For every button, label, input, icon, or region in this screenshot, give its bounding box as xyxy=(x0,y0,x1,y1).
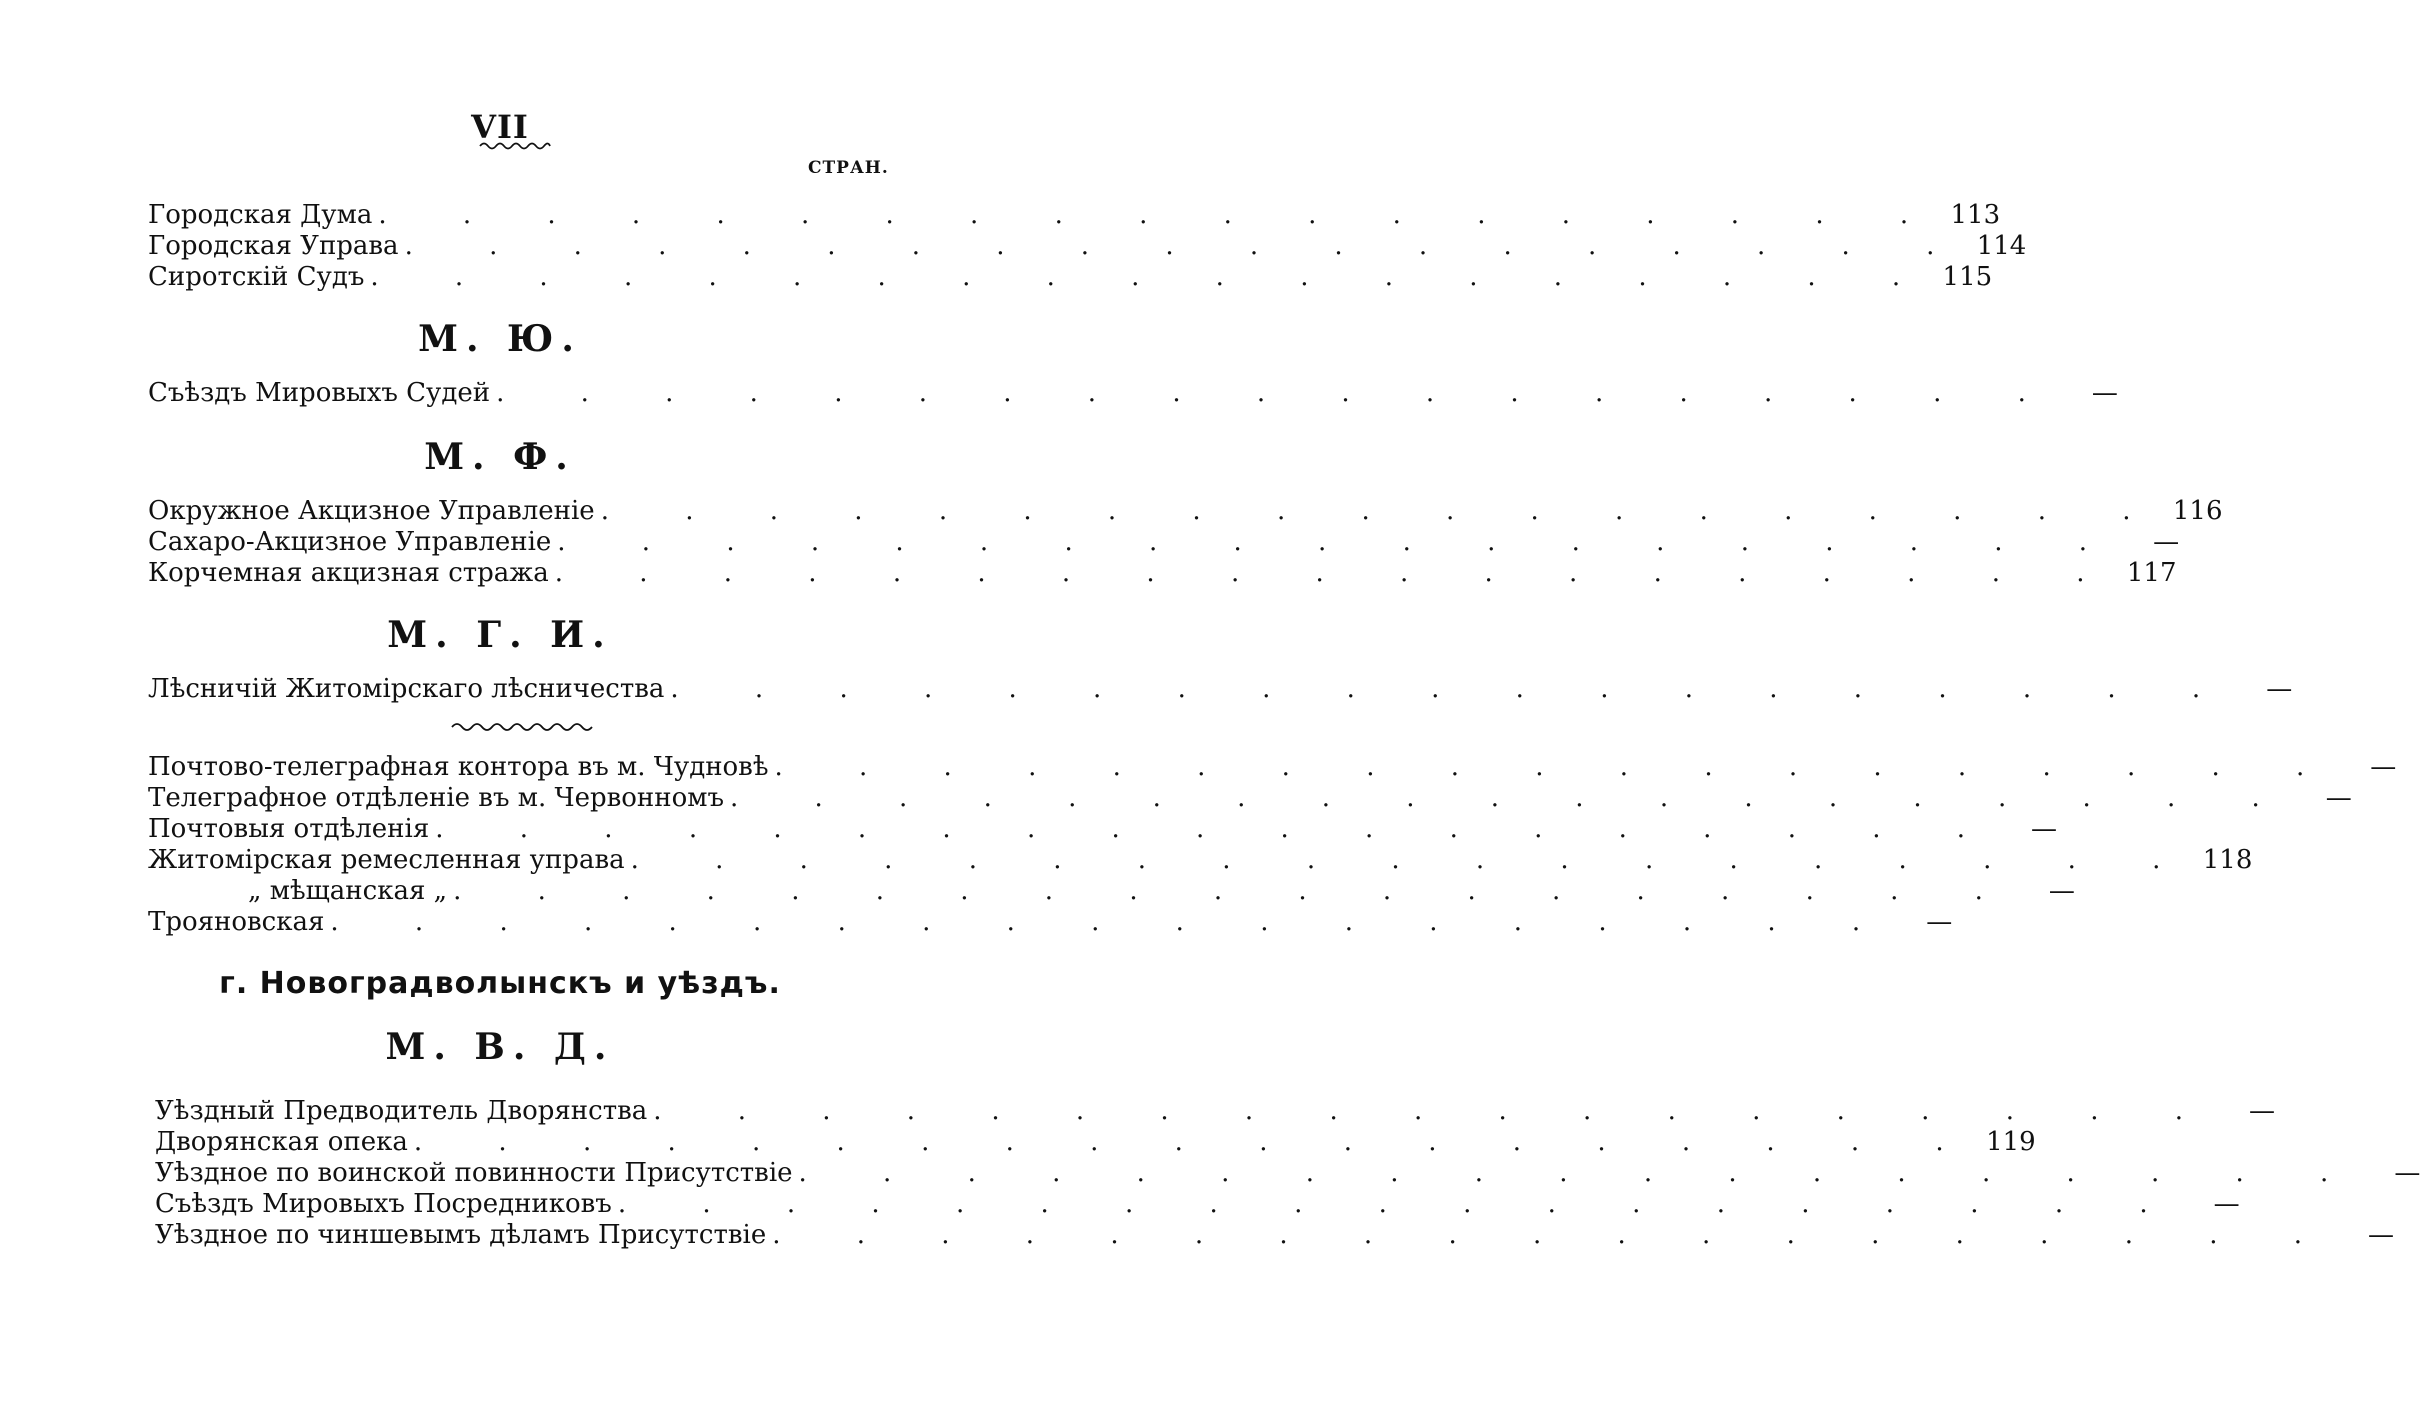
entry-page: 118 xyxy=(2202,845,2253,875)
dot-leader: . . . . . . . . . . . . . . . . . . . xyxy=(378,200,1943,230)
entry-title: Трояновская xyxy=(148,907,325,937)
entry-page: 119 xyxy=(1986,1127,2036,1157)
toc-entry xyxy=(148,262,1993,292)
entry-page: 114 xyxy=(1976,231,2027,261)
dot-leader: . . . . . . . . . . . . . . . . . . . xyxy=(772,1220,2337,1250)
dot-leader: . . . . . . . . . . . . . . . . . . . xyxy=(330,907,1895,937)
toc-entry xyxy=(148,378,2118,408)
toc-entry xyxy=(148,907,1953,937)
dot-leader: . . . . . . . . . . . . . . . . . . . xyxy=(600,496,2165,526)
entry-page: 116 xyxy=(2172,496,2223,526)
toc-entry xyxy=(148,814,2058,844)
toc-entry xyxy=(155,1096,2276,1126)
entry-title: Дворянская опека xyxy=(155,1127,408,1157)
dot-leader: . . . . . . . . . . . . . . . . . . . xyxy=(370,262,1935,292)
toc-entry xyxy=(148,200,2001,230)
dot-leader: . . . . . . . . . . . . . . . . . . . xyxy=(798,1158,2363,1188)
entry-page: — xyxy=(2213,1189,2240,1219)
entry-title: „ мѣщанская „ xyxy=(248,876,448,906)
entry-title: Почтовыя отдѣленія xyxy=(148,814,430,844)
entry-title: Окружное Акцизное Управленіе xyxy=(148,496,595,526)
section-heading-mgi: М. Г. И. xyxy=(387,614,613,656)
toc-entry xyxy=(148,876,2075,906)
column-header-pages: СТРАН. xyxy=(808,158,889,178)
page-number: VII xyxy=(471,108,529,146)
entry-page: — xyxy=(2048,876,2075,906)
section-heading-city: г. Новоградволынскъ и уѣздъ. xyxy=(219,966,781,1001)
toc-entry xyxy=(155,1127,2036,1157)
toc-entry xyxy=(155,1189,2240,1219)
toc-entry xyxy=(148,845,2253,875)
entry-page: — xyxy=(2266,674,2293,704)
entry-page: — xyxy=(2394,1158,2420,1188)
entry-title: Лѣсничій Житомірскаго лѣсничества xyxy=(148,674,665,704)
dot-leader: . . . . . . . . . . . . . . . . . . . xyxy=(630,845,2195,875)
dot-leader: . . . . . . . . . . . . . . . . . . . xyxy=(413,1127,1978,1157)
dot-leader: . . . . . . . . . . . . . . . . . . . xyxy=(557,527,2122,557)
entry-page: 113 xyxy=(1950,200,2001,230)
toc-entry xyxy=(148,231,2027,261)
entry-page: 115 xyxy=(1942,262,1993,292)
entry-title: Городская Дума xyxy=(148,200,373,230)
dot-leader: . . . . . . . . . . . . . . . . . . . xyxy=(554,558,2119,588)
entry-page: — xyxy=(2153,527,2180,557)
entry-title: Телеграфное отдѣленіе въ м. Червонномъ xyxy=(148,783,724,813)
dot-leader: . . . . . . . . . . . . . . . . . . . xyxy=(617,1189,2182,1219)
section-heading-mf: М. Ф. xyxy=(424,436,576,478)
entry-title: Уѣздный Предводитель Дворянства xyxy=(155,1096,648,1126)
entry-title: Уѣздное по чиншевымъ дѣламъ Присутствіе xyxy=(155,1220,767,1250)
entry-title: Сиротскій Судъ xyxy=(148,262,365,292)
toc-entry xyxy=(148,674,2293,704)
dot-leader: . . . . . . . . . . . . . . . . . . . xyxy=(670,674,2235,704)
section-heading-mu: М. Ю. xyxy=(418,318,582,360)
entry-title: Житомірская ремесленная управа xyxy=(148,845,625,875)
entry-title: Съѣздъ Мировыхъ Посредниковъ xyxy=(155,1189,612,1219)
entry-title: Корчемная акцизная стража xyxy=(148,558,549,588)
toc-entry xyxy=(148,496,2223,526)
toc-entry xyxy=(148,558,2177,588)
dot-leader: . . . . . . . . . . . . . . . . . . . xyxy=(774,752,2339,782)
entry-page: — xyxy=(2249,1096,2276,1126)
ornament-squiggle-divider xyxy=(452,720,592,734)
entry-page: — xyxy=(2370,752,2397,782)
dot-leader: . . . . . . . . . . . . . . . . . . . xyxy=(653,1096,2218,1126)
entry-page: 117 xyxy=(2126,558,2177,588)
dot-leader: . . . . . . . . . . . . . . . . . . . xyxy=(404,231,1969,261)
dot-leader: . . . . . . . . . . . . . . . . . . . xyxy=(496,378,2060,408)
toc-entry xyxy=(148,783,2352,813)
entry-page: — xyxy=(2091,378,2118,408)
entry-page: — xyxy=(2031,814,2058,844)
entry-title: Городская Управа xyxy=(148,231,399,261)
entry-title: Почтово-телеграфная контора въ м. Чудновѣ xyxy=(148,752,769,782)
ornament-squiggle-top xyxy=(480,140,550,152)
entry-page: — xyxy=(1926,907,1953,937)
entry-page: — xyxy=(2368,1220,2395,1250)
toc-entry xyxy=(155,1220,2395,1250)
toc-entry xyxy=(148,752,2397,782)
dot-leader: . . . . . . . . . . . . . . . . . . . xyxy=(435,814,2000,844)
entry-title: Съѣздъ Мировыхъ Судей xyxy=(148,378,491,408)
section-heading-mvd: М. В. Д. xyxy=(385,1026,615,1068)
toc-entry xyxy=(148,527,2180,557)
dot-leader: . . . . . . . . . . . . . . . . . . . xyxy=(730,783,2294,813)
entry-title: Сахаро-Акцизное Управленіе xyxy=(148,527,552,557)
entry-title: Уѣздное по воинской повинности Присутствіе xyxy=(155,1158,793,1188)
dot-leader: . . . . . . . . . . . . . . . . . . . xyxy=(453,876,2017,906)
toc-entry xyxy=(155,1158,2420,1188)
entry-page: — xyxy=(2325,783,2352,813)
